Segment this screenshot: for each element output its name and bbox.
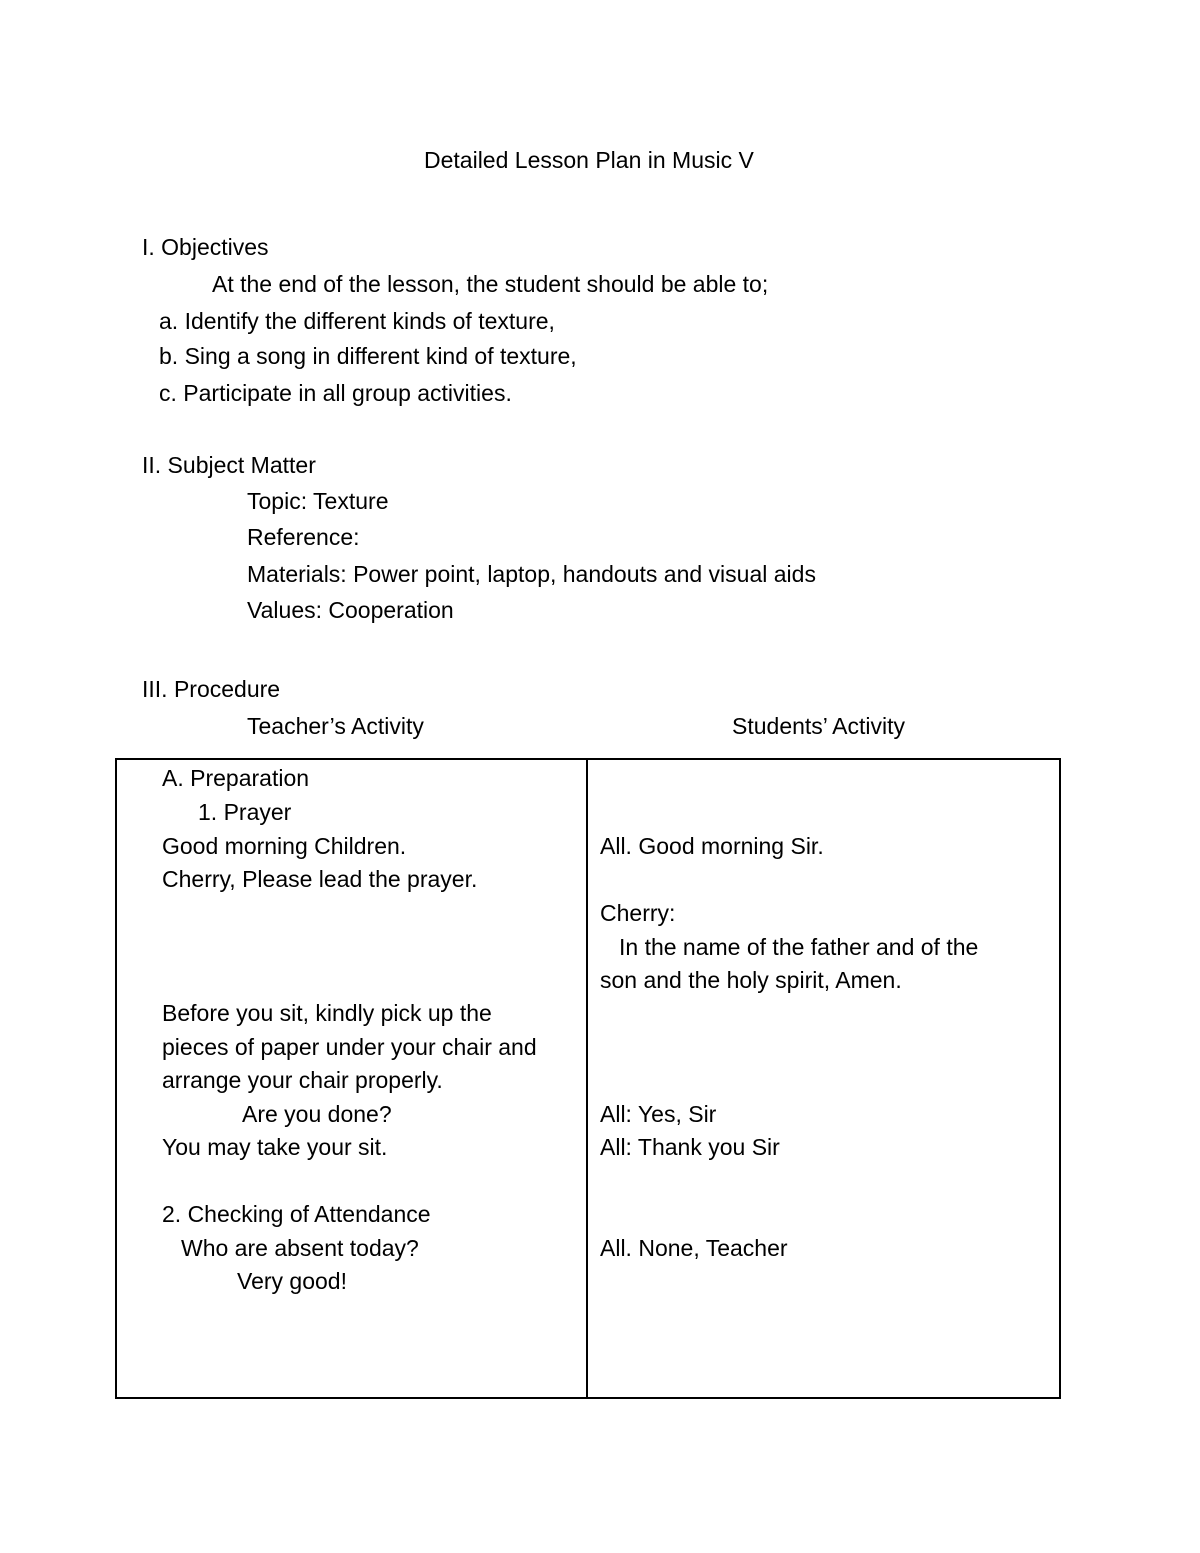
subject-topic: Topic: Texture [247,488,389,514]
objectives-intro: At the end of the lesson, the student should be able to; [212,271,769,297]
students-prayer-line-2: son and the holy spirit, Amen. [600,967,902,993]
teacher-pickup-line-1: Before you sit, kindly pick up the [162,1000,492,1026]
teacher-pickup-line-3: arrange your chair properly. [162,1067,443,1093]
subject-values: Values: Cooperation [247,597,454,623]
teacher-pickup-line-2: pieces of paper under your chair and [162,1034,537,1060]
procedure-heading: III. Procedure [142,676,281,702]
document-title: Detailed Lesson Plan in Music V [424,147,754,173]
students-prayer-line-1: In the name of the father and of the [619,934,979,960]
subject-reference: Reference: [247,524,360,550]
teacher-activity-header: Teacher’s Activity [247,713,424,739]
students-thank-you: All: Thank you Sir [600,1134,780,1160]
teacher-who-absent: Who are absent today? [181,1235,419,1261]
teacher-lead-prayer: Cherry, Please lead the prayer. [162,866,478,892]
subject-materials: Materials: Power point, laptop, handouts and visual aids [247,561,816,587]
table-column-divider [586,758,588,1399]
teacher-take-sit: You may take your sit. [162,1134,388,1160]
teacher-preparation: A. Preparation [162,765,310,791]
students-greeting: All. Good morning Sir. [600,833,824,859]
students-activity-header: Students’ Activity [732,713,906,739]
students-cherry: Cherry: [600,900,676,926]
teacher-attendance: 2. Checking of Attendance [162,1201,431,1227]
objectives-heading: I. Objectives [142,234,269,260]
objective-item-a: a. Identify the different kinds of texture, [159,308,555,334]
subject-matter-heading: II. Subject Matter [142,452,316,478]
teacher-very-good: Very good! [237,1268,347,1294]
students-none: All. None, Teacher [600,1235,788,1261]
teacher-greeting: Good morning Children. [162,833,407,859]
objective-item-c: c. Participate in all group activities. [159,380,512,406]
objective-item-b: b. Sing a song in different kind of texture, [159,343,577,369]
teacher-are-you-done: Are you done? [242,1101,392,1127]
teacher-prayer: 1. Prayer [198,799,292,825]
students-yes-sir: All: Yes, Sir [600,1101,717,1127]
